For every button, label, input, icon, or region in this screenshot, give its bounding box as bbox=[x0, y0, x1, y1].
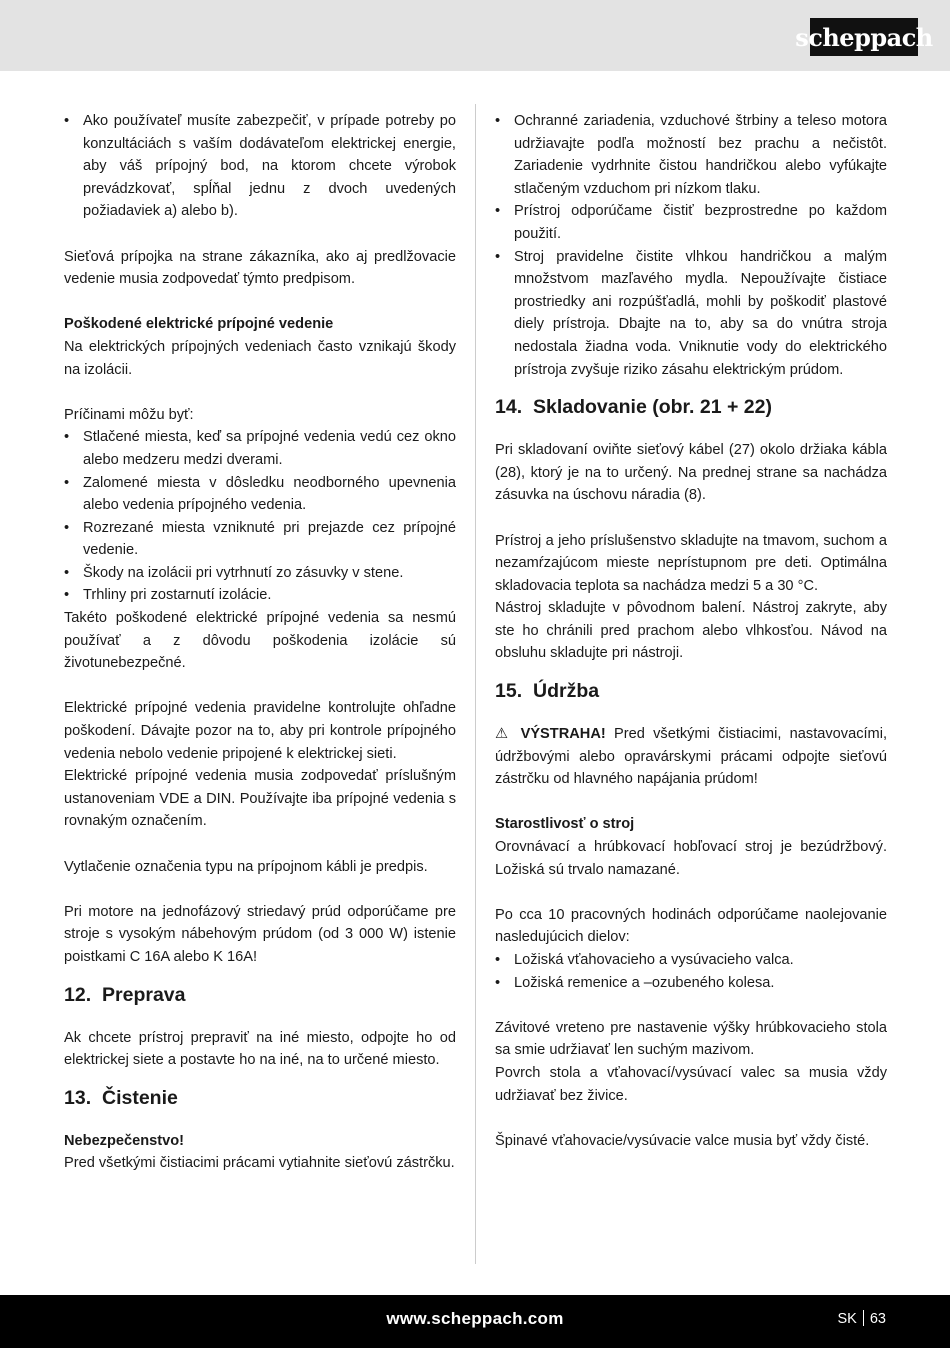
paragraph: Povrch stola a vťahovací/vysúvací valec sa musia vždy udržiavať bez živice. bbox=[495, 1064, 887, 1104]
warning-label: VÝSTRAHA! bbox=[520, 726, 606, 743]
list-item: • Ochranné zariadenia, vzduchové štrbiny a teleso motora udržiavajte podľa možností bez prachu a nečistôt. Zariadenie vydrhnite čistou handričkou alebo vyfúkajte stlačeným vzduchom pri nízkom tlaku. bbox=[495, 110, 887, 200]
requirement-list bbox=[64, 110, 456, 223]
left-column bbox=[64, 110, 456, 1175]
paragraph: Pri skladovaní oviňte sieťový kábel (27) okolo držiaka kábla (28), ktorý je na to určený. Na prednej strane sa nachádza zásuvka na úschovu náradia (8). bbox=[495, 442, 887, 504]
paragraph: Sieťová prípojka na strane zákazníka, ako aj predlžovacie vedenie musia zodpovedať týmto predpisom. bbox=[64, 248, 456, 288]
paragraph: Orovnávací a hrúbkovací hobľovací stroj je bezúdržbový. Ložiská sú trvalo namazané. bbox=[495, 839, 887, 878]
warning-triangle-icon: ⚠ bbox=[495, 726, 513, 743]
causes-intro: Príčinami môžu byť: bbox=[64, 406, 194, 423]
list-item: • Ložiská vťahovacieho a vysúvacieho valca. bbox=[495, 949, 887, 972]
right-column bbox=[495, 110, 887, 1152]
list-item: • Škody na izolácii pri vytrhnutí zo zásuvky v stene. bbox=[64, 562, 456, 585]
list-item: • Trhliny pri zostarnutí izolácie. bbox=[64, 584, 456, 607]
list-item: • Ako používateľ musíte zabezpečiť, v prípade potreby po konzultáciách s vaším dodávateľom elektrickej energie, aby váš prípojný bod, na ktorom chcete výrobok prevádzkovať, spĺňal jednu z dvoch uvedených požiadaviek a) alebo b). bbox=[64, 110, 456, 223]
damaged-cable-heading: Poškodené elektrické prípojné vedenie bbox=[64, 316, 334, 333]
paragraph: Elektrické prípojné vedenia pravidelne kontrolujte ohľadne poškodení. Dávajte pozor na to, aby pri kontrole prípojného vedenia nebolo vedenie pripojené k elektrickej sieti. bbox=[64, 700, 456, 762]
list-item: • Zalomené miesta v dôsledku neodborného upevnenia alebo vedenia prípojného vedenia. bbox=[64, 472, 456, 517]
section-heading-maintenance: 15. Údržba bbox=[495, 680, 600, 703]
paragraph: Takéto poškodené elektrické prípojné vedenia sa nesmú používať a z dôvodu poškodenia izolácie sú životunebezpečné. bbox=[64, 610, 456, 672]
list-item: • Stlačené miesta, keď sa prípojné vedenia vedú cez okno alebo medzeru medzi dverami. bbox=[64, 426, 456, 471]
paragraph: Pri motore na jednofázový striedavý prúd odporúčame pre stroje s vysokým nábehovým prúdom (od 3 000 W) istenie poistkami C 16A alebo K 16A! bbox=[64, 903, 456, 965]
warning-paragraph: ⚠ VÝSTRAHA! Pred všetkými čistiacimi, nastavovacími, údržbovými alebo opravárskymi prácami odpojte sieťovú zástrčku od hlavného napájania prúdom! bbox=[495, 726, 887, 788]
paragraph: Na elektrických prípojných vedeniach často vznikajú škody na izolácii. bbox=[64, 338, 456, 378]
paragraph: Špinavé vťahovacie/vysúvacie valce musia byť vždy čisté. bbox=[495, 1132, 870, 1149]
paragraph: Vytlačenie označenia typu na prípojnom kábli je predpis. bbox=[64, 858, 428, 875]
paragraph: Ak chcete prístroj prepraviť na iné miesto, odpojte ho od elektrickej siete a postavte ho na iné, na to určené miesto. bbox=[64, 1029, 456, 1069]
section-heading-transport: 12. Preprava bbox=[64, 983, 186, 1006]
paragraph: Elektrické prípojné vedenia musia zodpovedať príslušným ustanoveniam VDE a DIN. Používajte iba prípojné vedenia s rovnakým označením. bbox=[64, 768, 456, 830]
paragraph: Závitové vreteno pre nastavenie výšky hrúbkovacieho stola sa smie udržiavať len suchým mazivom. bbox=[495, 1019, 887, 1059]
section-heading-cleaning: 13. Čistenie bbox=[64, 1086, 178, 1109]
paragraph: Prístroj a jeho príslušenstvo skladujte na tmavom, suchom a nezamŕzajúcom mieste neprístupnom pre deti. Optimálna skladovacia teplota sa nachádza medzi 5 a 30 °C. bbox=[495, 532, 887, 594]
page-number: SK 63 bbox=[837, 1311, 886, 1327]
list-item: • Stroj pravidelne čistite vlhkou handričkou a malým množstvom mazľavého mydla. Nepoužívajte čistiace prostriedky ani rozpúšťadlá, mohli by poškodiť plastové diely prístroja. Dbajte na to, aby sa do vnútra stroja nedostala žiadna voda. Vniknutie vody do elektrického prístroja zvyšuje riziko zásahu elektrickým prúdom. bbox=[495, 246, 887, 382]
section-heading-storage: 14. Skladovanie (obr. 21 + 22) bbox=[495, 396, 772, 419]
column-divider bbox=[475, 104, 476, 1264]
website-link[interactable]: www.scheppach.com bbox=[386, 1309, 564, 1328]
scheppach-logo: scheppach bbox=[810, 18, 918, 56]
header-bar bbox=[0, 0, 950, 71]
list-item: • Rozrezané miesta vzniknuté pri prejazde cez prípojné vedenie. bbox=[64, 517, 456, 562]
paragraph: Pred všetkými čistiacimi prácami vytiahnite sieťovú zástrčku. bbox=[64, 1155, 455, 1172]
paragraph: Po cca 10 pracovných hodinách odporúčame naolejovanie nasledujúcich dielov: bbox=[495, 906, 887, 946]
danger-heading: Nebezpečenstvo! bbox=[64, 1132, 185, 1149]
oil-list bbox=[495, 949, 887, 994]
care-heading: Starostlivosť o stroj bbox=[495, 816, 635, 833]
footer-bar bbox=[0, 1295, 950, 1348]
list-item: • Ložiská remenice a –ozubeného kolesa. bbox=[495, 972, 887, 995]
paragraph: Nástroj skladujte v pôvodnom balení. Nástroj zakryte, aby ste ho chránili pred prachom alebo vlhkosťou. Návod na obsluhu skladujte pri nástroji. bbox=[495, 600, 887, 662]
causes-list bbox=[64, 426, 456, 607]
list-item: • Prístroj odporúčame čistiť bezprostredne po každom použití. bbox=[495, 200, 887, 245]
cleaning-list bbox=[495, 110, 887, 381]
